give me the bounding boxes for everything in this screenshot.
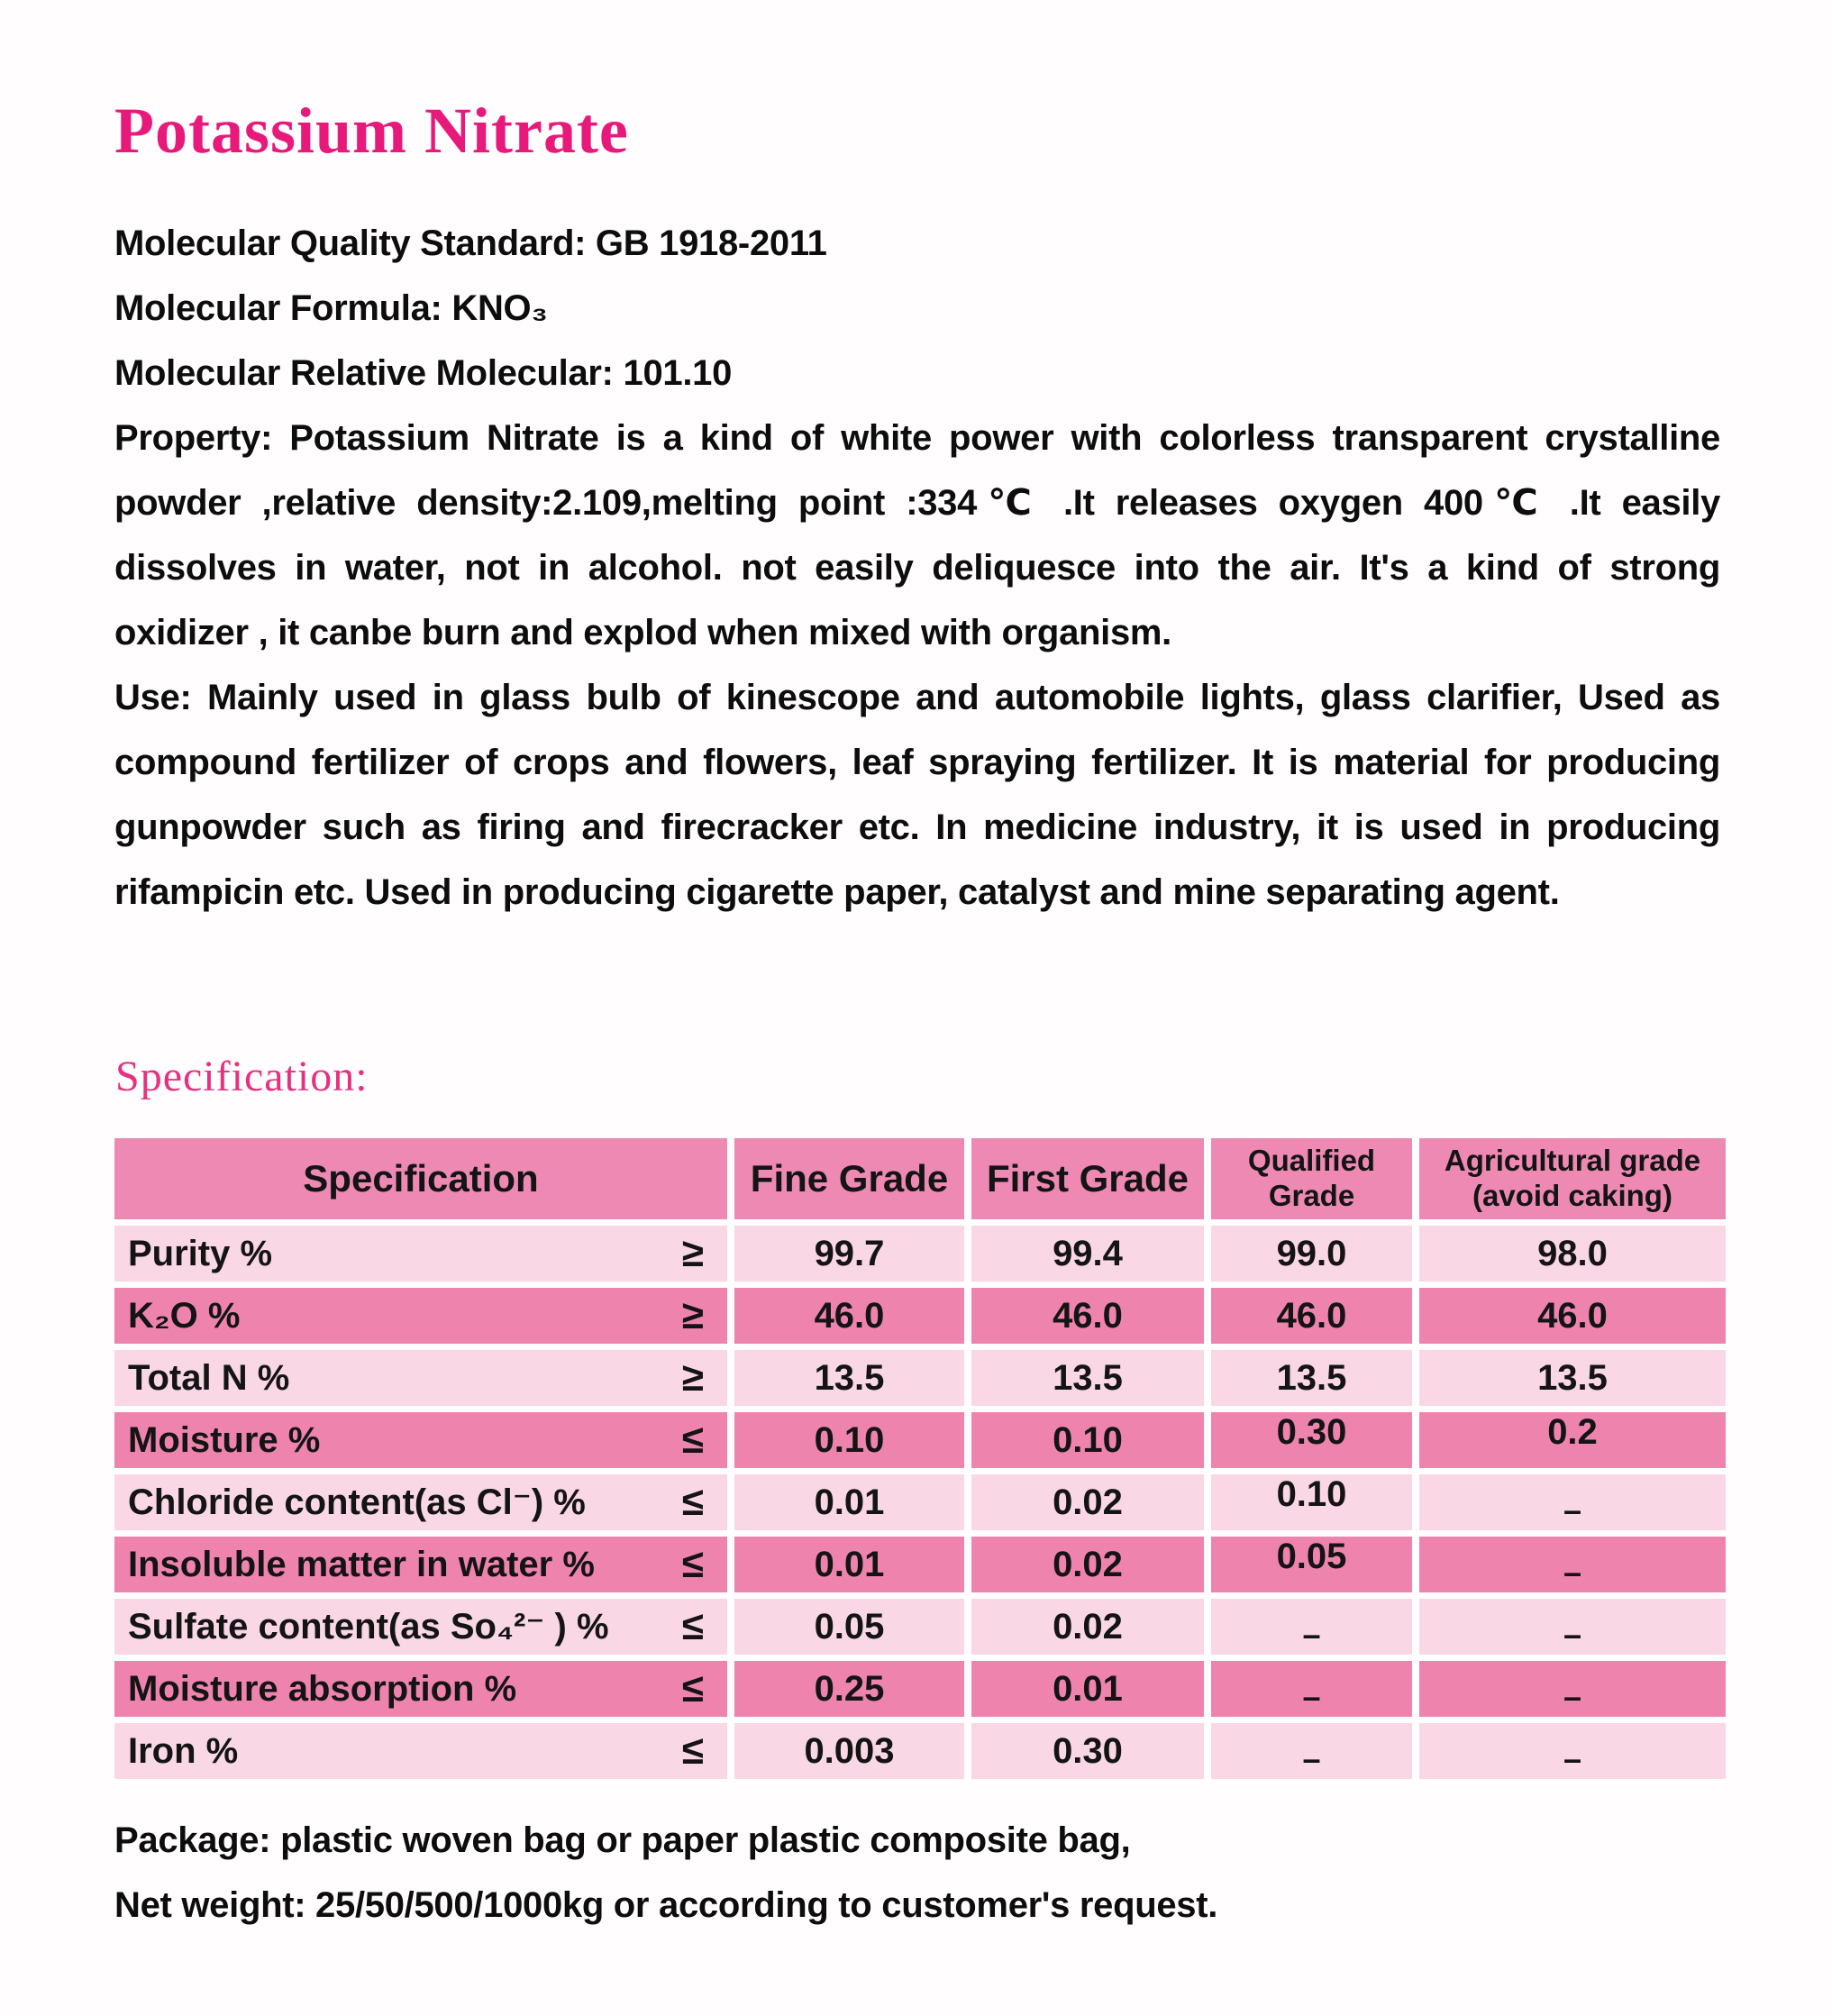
- row-k2o-agricultural: [1419, 1288, 1726, 1344]
- intro-text-block: [114, 211, 1720, 925]
- use-paragraph: Use: Mainly used in glass bulb of kinescope and automobile lights, glass clarifier, Used as compound fertilizer of crops and flowers, leaf spraying fertilizer. It is material for producing gunpowder such as firing and firecracker etc. In medicine industry, it is used in producing rifampicin etc. Used in producing cigarette paper, catalyst and mine separating agent.: [114, 678, 1720, 912]
- cell-value: 13.5: [1053, 1357, 1123, 1398]
- spec-name: Chloride content(as Cl⁻) %: [128, 1482, 586, 1522]
- cell-value: 99.0: [1276, 1233, 1347, 1273]
- lte-operator: ≤: [681, 1480, 704, 1524]
- row-sulfate-label: [114, 1599, 727, 1655]
- cell-value: 0.30: [1053, 1730, 1123, 1771]
- cell-value: 0.02: [1053, 1544, 1123, 1584]
- row-iron-agricultural: [1419, 1723, 1726, 1779]
- row-sulfate-agricultural: [1419, 1599, 1726, 1655]
- spec-name: Total N %: [128, 1357, 290, 1398]
- spec-name: Moisture %: [128, 1419, 321, 1460]
- cell-value: 0.01: [814, 1482, 885, 1522]
- row-moisture-first: [971, 1412, 1204, 1468]
- cell-value: –: [1563, 1740, 1582, 1777]
- footer-text-block: [114, 1808, 1720, 1938]
- row-moisture-absorption-first: [971, 1661, 1204, 1717]
- row-total-n-agricultural: [1419, 1350, 1726, 1406]
- row-chloride-first: [971, 1474, 1204, 1530]
- cell-value: 46.0: [1276, 1295, 1347, 1336]
- lte-operator: ≤: [681, 1542, 704, 1586]
- spec-name: Moisture absorption %: [128, 1668, 517, 1709]
- row-insoluble-qualified: [1211, 1537, 1412, 1592]
- lte-operator: ≤: [681, 1666, 704, 1710]
- cell-value: 0.003: [804, 1730, 895, 1771]
- row-purity-label: [114, 1226, 727, 1282]
- package-line: Package: plastic woven bag or paper plastic composite bag,: [114, 1820, 1131, 1860]
- row-moisture-agricultural: [1419, 1412, 1726, 1468]
- row-purity-agricultural: [1419, 1226, 1726, 1282]
- table-header-agricultural-grade: Agricultural grade (avoid caking): [1419, 1138, 1726, 1219]
- lte-operator: ≤: [681, 1729, 704, 1773]
- row-chloride-label: [114, 1474, 727, 1530]
- row-purity-qualified: [1211, 1226, 1412, 1282]
- row-k2o-first: [971, 1288, 1204, 1344]
- molecular-relative-line: Molecular Relative Molecular: 101.10: [114, 353, 733, 393]
- cell-value: –: [1563, 1678, 1582, 1715]
- spec-name: Purity %: [128, 1233, 273, 1273]
- row-iron-label: [114, 1723, 727, 1779]
- cell-value: –: [1563, 1554, 1582, 1591]
- row-chloride-qualified: [1211, 1474, 1412, 1530]
- row-sulfate-first: [971, 1599, 1204, 1655]
- molecular-formula-line: Molecular Formula: KNO₃: [114, 288, 548, 328]
- cell-value: 13.5: [814, 1357, 885, 1398]
- row-total-n-fine: [734, 1350, 964, 1406]
- cell-value: 98.0: [1537, 1233, 1608, 1273]
- cell-value: 0.02: [1053, 1482, 1123, 1522]
- row-insoluble-fine: [734, 1537, 964, 1592]
- gte-operator: ≥: [681, 1355, 704, 1400]
- cell-value: 0.10: [1053, 1419, 1123, 1460]
- cell-value: 46.0: [1053, 1295, 1123, 1336]
- cell-value: 99.4: [1053, 1233, 1123, 1273]
- cell-value: 13.5: [1537, 1357, 1608, 1398]
- row-k2o-fine: [734, 1288, 964, 1344]
- spec-name: Iron %: [128, 1730, 239, 1771]
- row-purity-first: [971, 1226, 1204, 1282]
- row-insoluble-first: [971, 1537, 1204, 1592]
- cell-value: 0.01: [814, 1544, 885, 1584]
- row-k2o-label: [114, 1288, 727, 1344]
- cell-value: 0.10: [1276, 1473, 1347, 1514]
- row-moisture-label: [114, 1412, 727, 1468]
- gte-operator: ≥: [681, 1231, 704, 1275]
- row-moisture-absorption-agricultural: [1419, 1661, 1726, 1717]
- property-paragraph: Property: Potassium Nitrate is a kind of white power with colorless transparent crystalline powder ,relative density:2.109,melting point :334℃ .It releases oxygen 400℃ .It easily dissolves in water, not in alcohol. not easily deliquesce into the air. It's a kind of strong oxidizer , it canbe burn and explod when mixed with organism.: [114, 418, 1720, 652]
- molecular-quality-standard-line: Molecular Quality Standard: GB 1918-2011: [114, 223, 827, 263]
- cell-value: 0.01: [1053, 1668, 1123, 1709]
- row-insoluble-label: [114, 1537, 727, 1592]
- row-moisture-absorption-qualified: [1211, 1661, 1412, 1717]
- table-header-first-grade: First Grade: [971, 1138, 1204, 1219]
- cell-value: 0.25: [814, 1668, 885, 1709]
- row-k2o-qualified: [1211, 1288, 1412, 1344]
- row-sulfate-fine: [734, 1599, 964, 1655]
- row-iron-fine: [734, 1723, 964, 1779]
- spec-name: Insoluble matter in water %: [128, 1544, 595, 1584]
- table-header-qualified-grade: Qualified Grade: [1211, 1138, 1412, 1219]
- cell-value: 0.05: [1276, 1536, 1347, 1576]
- lte-operator: ≤: [681, 1418, 704, 1462]
- cell-value: 0.10: [814, 1419, 885, 1460]
- specification-table: [114, 1138, 1726, 1779]
- cell-value: 99.7: [814, 1233, 885, 1273]
- cell-value: –: [1302, 1740, 1321, 1777]
- cell-value: –: [1302, 1678, 1321, 1715]
- cell-value: 46.0: [814, 1295, 885, 1336]
- table-header-specification: Specification: [114, 1138, 727, 1219]
- row-moisture-qualified: [1211, 1412, 1412, 1468]
- row-moisture-absorption-fine: [734, 1661, 964, 1717]
- row-chloride-agricultural: [1419, 1474, 1726, 1530]
- cell-value: 0.02: [1053, 1606, 1123, 1647]
- row-total-n-label: [114, 1350, 727, 1406]
- spec-name: K₂O %: [128, 1295, 241, 1336]
- gte-operator: ≥: [681, 1293, 704, 1337]
- row-total-n-first: [971, 1350, 1204, 1406]
- row-sulfate-qualified: [1211, 1599, 1412, 1655]
- row-insoluble-agricultural: [1419, 1537, 1726, 1592]
- specification-heading: Specification:: [115, 1053, 369, 1100]
- cell-value: 0.2: [1547, 1411, 1598, 1452]
- row-total-n-qualified: [1211, 1350, 1412, 1406]
- cell-value: 0.05: [814, 1606, 885, 1647]
- page-title: Potassium Nitrate: [114, 95, 629, 167]
- row-iron-qualified: [1211, 1723, 1412, 1779]
- cell-value: 0.30: [1276, 1411, 1347, 1452]
- row-iron-first: [971, 1723, 1204, 1779]
- table-header-fine-grade: Fine Grade: [734, 1138, 964, 1219]
- net-weight-line: Net weight: 25/50/500/1000kg or according to customer's request.: [114, 1885, 1218, 1925]
- row-moisture-absorption-label: [114, 1661, 727, 1717]
- cell-value: –: [1563, 1491, 1582, 1528]
- cell-value: 13.5: [1276, 1357, 1347, 1398]
- spec-name: Sulfate content(as So₄²⁻ ) %: [128, 1607, 609, 1647]
- row-moisture-fine: [734, 1412, 964, 1468]
- cell-value: –: [1563, 1616, 1582, 1653]
- lte-operator: ≤: [681, 1604, 704, 1648]
- row-purity-fine: [734, 1226, 964, 1282]
- row-chloride-fine: [734, 1474, 964, 1530]
- cell-value: 46.0: [1537, 1295, 1608, 1336]
- cell-value: –: [1302, 1616, 1321, 1653]
